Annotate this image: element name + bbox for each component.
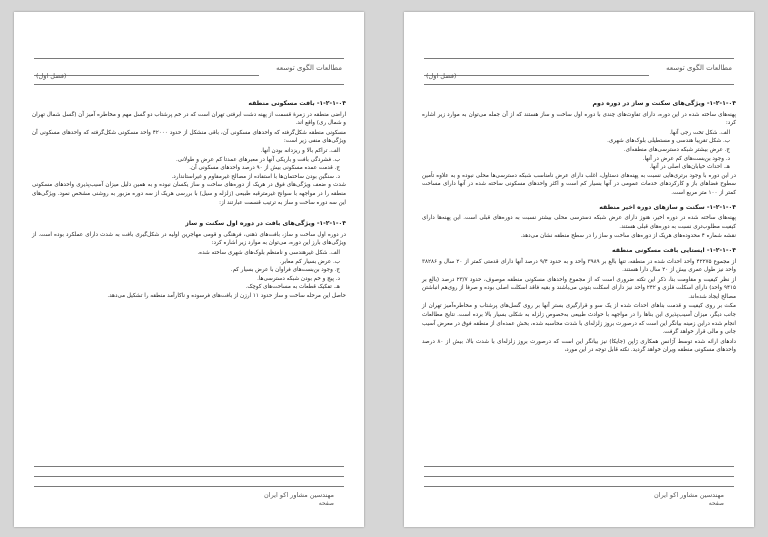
list-item: د. سنگین بودن ساختمان‌ها با استفاده از مصالح غیرمقاوم و غیراستاندارد. bbox=[171, 173, 340, 180]
list-item: ب. عرض بسیار کم معابر. bbox=[279, 258, 340, 265]
list-item: ج. وجود بن‌بست‌های فراوان با عرض بسیار کم. bbox=[230, 267, 340, 274]
section-heading: ۱-۲-۱-۰۴- ایستایی بافت مسکونی منطقه bbox=[612, 246, 736, 254]
page-body bbox=[32, 94, 346, 301]
footer-rule-mid bbox=[424, 476, 734, 477]
section-heading: ۱-۲-۱-۰۴- سکنت و سازهای دوره اخیر منطقه bbox=[599, 203, 736, 211]
section-heading: ۱-۲-۱-۰۴- ویژگی‌های بافت در دوره اول سکنت و ساز bbox=[185, 220, 346, 228]
paragraph: از نظر کیفیت و مقاومت بنا، ذکر این نکته ضروری است که از مجموع واحدهای مسکونی منطقه موصوف، حدود ۲۳/۷ درصد (بالغ بر ۹۴۱۵ واحد) دارای اسکلت فلزی و ۲۴۲ واحد نیز دارای اسکلت بتونی می‌باشند و بقیه فاقد اسکلت اصلی بوده و صرفا از روی‌هم انباشتن مصالح ایجاد شده‌اند. bbox=[422, 276, 736, 300]
footer-rule-bottom bbox=[34, 486, 344, 487]
header-rule-mid bbox=[34, 75, 259, 76]
list-item: هـ. احداث خیابان‌های اصلی در آنها. bbox=[649, 164, 730, 171]
paragraph: در دوره اول ساخت و ساز، بافت‌های ذهنی، فرهنگی و قومی مهاجرین اولیه در شکل‌گیری بافت به شدت دارای عملکرد بوده است. از ویژگی‌های بارز این دوره، می‌توان به موارد زیر اشاره کرد: bbox=[32, 231, 346, 247]
footer-page-label: صفحه bbox=[318, 500, 334, 507]
paragraph: شدت و ضعف ویژگی‌های فوق در هریک از دوره‌های ساخت و ساز یکسان نبوده و به همین دلیل میزان آسیب‌پذیری واحدهای مسکونی منطقه را در مواجهه با سوانح غیرمترقبه طبیعی (زلزله و سیل) با بررسی هریک از سه دوره مزبور به روشنی مشخص نمود. ویژگی‌های این سه دوره ساخت و ساز به ترتیب قسمت عبارتند از: bbox=[32, 182, 346, 206]
header-title: مطالعات الگوی توسعه bbox=[666, 64, 732, 72]
list-item: الف. شکل غیرهندسی و نامنظم بلوک‌های شهری ساخته شده. bbox=[197, 249, 340, 256]
list-item: الف. تراکم بالا و ریزدانه بودن آنها. bbox=[260, 147, 340, 154]
list-item: ج. قدمت عمده مسکونی بیش از ۹۰ درصد واحدهای مسکونی آن. bbox=[189, 165, 340, 172]
header-rule-mid bbox=[424, 75, 649, 76]
paragraph: اراضی منطقه در زمرهٔ قسمت از پهنه دشت ابرفتی تهران است که در خم پرشتاب دو گسل مهم و مخاطره آمیز آن (گسل شمال تهران و شمال ری) واقع اند. bbox=[32, 111, 346, 127]
header-chapter: (فصل اول) bbox=[426, 72, 457, 80]
list-item: د. پیچ و خم بودن شبکه دسترسی‌ها. bbox=[257, 275, 340, 282]
paragraph: حاصل این مرحله ساخت و ساز حدود ۱۱ ارزن از بافت‌های فرسوده و ناکارآمد منطقه را تشکیل می‌دهد. bbox=[107, 292, 346, 299]
paragraph: پهنه‌های ساخته شده در دوره اخیر، هنوز دارای عرض شبکه دسترسی محلی بیشتر نسبت به دوره‌های قبلی است. این پهنه‌ها دارای کیفیت مطلوب‌تری نسبت به دوره‌های قبلی هستند. bbox=[422, 215, 736, 230]
section-heading: ۱-۲-۱-۰۴- ویژگی‌های سکنت و ساز در دوره دوم bbox=[592, 100, 736, 107]
list-item: ج. عرض بیشتر شبکه دسترسی‌های منطقه‌ای. bbox=[623, 146, 730, 153]
section-heading: ۱-۲-۱-۰۴- بافت مسکونی منطقه bbox=[248, 100, 346, 107]
document-page-right bbox=[404, 12, 754, 527]
footer-rule-bottom bbox=[424, 486, 734, 487]
header-rule-bottom bbox=[34, 84, 344, 85]
page-body bbox=[422, 94, 736, 356]
document-page-left bbox=[14, 12, 364, 527]
list-item: ب. فشردگی بافت و باریکی آنها در معبرهای عمدتا کم عرض و طولانی. bbox=[175, 156, 340, 163]
paragraph: مکث بر روی کیفیت و قدمت بناهای احداث شده از یک سو و قرارگیری بستر آنها بر روی گسل‌های پرشتاب و مخاطره‌آمیز تهران از جانب دیگر، میزان آسیب‌پذیری این بناها را در مواجهه با حوادث طبیعی به‌خصوص زلزله به ‌شکلی بسیار بالا برده است. نتایج مطالعات انجام شده دراین زمینه بیانگر این است که درصورت بروز زلزله‌ای با شدت محاسبه شده، بخش عمده‌ای از منطقه فوق در معرض آسیب جانی و مالی قرار خواهد گرفت. bbox=[422, 303, 736, 336]
paragraph: مسکونی منطقه شکل‌گرفته که واحدهای مسکونی آن، باقی منشکل از حدود ۴۲۰۰۰ واحد مسکونی شکل‌گرفته که واحدهای مسکونی آن ویژگی‌های منفی زیر است: bbox=[32, 129, 346, 145]
paragraph: پهنه‌های ساخته شده در این دوره، دارای تفاوت‌های چندی با دوره اول ساخت و ساز هستند که از آن جمله می‌توان به موارد زیر اشاره کرد: bbox=[422, 111, 736, 127]
list-item: ب. شکل تقریبا هندسی و مستطیلی بلوک‌های شهری. bbox=[607, 138, 730, 145]
footer-company: مهندسین مشاور اکو ایران bbox=[264, 491, 334, 499]
list-item: هـ. تفکیک قطعات به مساحت‌های کوچک. bbox=[245, 284, 340, 291]
footer-page-label: صفحه bbox=[708, 500, 724, 507]
paragraph: در این دوره با وجود برتری‌هایی نسبت به پهنه‌های دستاول، اغلب دارای عرض نامناسب شبکه دسترسی‌ها محلی نبوده و به علاوه تأمین سطوح فضاهای باز و کارکردهای خدمات عمومی در آنها بسیار کم است و اکثر واحدهای مسکونی ساخته شده در آنها دارای مساحت کمتر از ۱۰۰ متر مربع است. bbox=[422, 172, 736, 196]
list-item: الف. شکل تخت رجی آنها. bbox=[669, 129, 730, 136]
header-rule-top bbox=[34, 58, 344, 59]
header-rule-bottom bbox=[424, 84, 734, 85]
paragraph: از مجموع ۴۲۲۷۵ واحد احداث شده در منطقه، تنها بالغ بر ۳۹۸۹ واحد و به حدود ۹/۴ درصد آنها دارای قدمتی کمتر از ۲۰ سال و ۳۸۲۸۶ واحد نیز طول عمری بیش از ۲۰ سال دارا هستند. bbox=[422, 258, 737, 274]
footer-company: مهندسین مشاور اکو ایران bbox=[654, 491, 724, 499]
paragraph: نقشه شماره ۴ محدوده‌های هریک از دوره‌های ساخت و ساز را در سطح منطقه نشان می‌دهد. bbox=[520, 233, 736, 240]
footer-rule-top bbox=[34, 466, 344, 467]
footer-rule-mid bbox=[34, 476, 344, 477]
list-item: د. وجود بن‌بست‌های کم عرض در آنها. bbox=[642, 155, 730, 162]
header-chapter: (فصل اول) bbox=[36, 72, 67, 80]
paragraph: دادهای ارائه شده توسط آژانس همکاری ژاپن (جایکا) نیز بیانگر این است که درصورت بروز زلزله‌ای با شدت بالا، بیش از ۸۰ درصد واحدهای مسکونی منطقه ویران خواهد گردید. نکته قابل توجه در این مورد، bbox=[422, 338, 736, 354]
footer-rule-top bbox=[424, 466, 734, 467]
header-title: مطالعات الگوی توسعه bbox=[276, 64, 342, 72]
header-rule-top bbox=[424, 58, 734, 59]
